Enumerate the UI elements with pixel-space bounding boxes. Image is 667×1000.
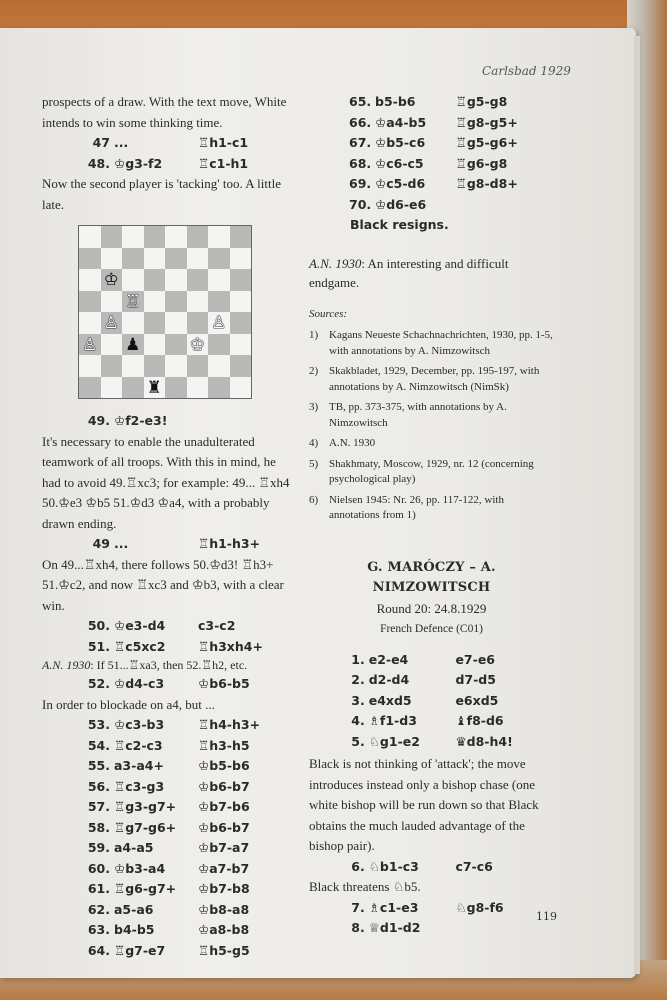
black-move: c7-c6 <box>455 858 493 874</box>
white-move: ♗f1-d3 <box>368 713 417 728</box>
move-number: 54. <box>87 737 110 753</box>
right-column <box>309 92 554 939</box>
move-number: 69. <box>349 176 372 191</box>
board-square <box>208 377 230 399</box>
board-square <box>187 377 209 399</box>
source-item <box>309 436 554 452</box>
white-move: a3-a4+ <box>114 758 164 773</box>
move-row <box>309 711 554 732</box>
board-square <box>144 269 166 291</box>
move-number: 8. <box>351 920 365 935</box>
move-row <box>42 534 292 555</box>
source-number: 3) <box>309 401 319 413</box>
move-number: 60. <box>87 860 110 876</box>
move-number: 70. <box>349 196 372 212</box>
black-move: ♔b6-b7 <box>198 778 250 794</box>
board-square <box>79 269 101 291</box>
board-square <box>230 248 252 270</box>
board-square <box>230 355 252 377</box>
black-move: ♔b6-b5 <box>198 676 250 691</box>
source-text: TB, pp. 373-375, with annotations by A. Nimzowitsch <box>329 401 507 429</box>
white-move: ♕d1-d2 <box>368 920 421 935</box>
white-move: e4xd5 <box>368 692 412 708</box>
move-number: 1. <box>351 651 365 667</box>
board-square <box>187 355 209 377</box>
board-square <box>101 269 123 291</box>
source-number: 6) <box>309 493 319 506</box>
move-list <box>42 715 292 961</box>
move-row <box>309 113 554 134</box>
white-move: ♔a4-b5 <box>375 114 427 130</box>
move-number: 4. <box>351 713 365 728</box>
annotation-note <box>42 657 292 674</box>
white-move: b4-b5 <box>114 922 155 937</box>
white-move: a5-a6 <box>114 901 154 917</box>
white-move: ♖c5xc2 <box>114 638 166 654</box>
black-rook-icon: ♜ <box>146 377 162 397</box>
sources-list <box>309 328 554 524</box>
move-row <box>309 857 554 878</box>
board-square <box>144 291 166 313</box>
black-move: ♖h3-h5 <box>198 737 250 753</box>
move-number: 6. <box>351 858 365 874</box>
move-row <box>42 838 292 859</box>
source-text: Skakbladet, 1929, December, pp. 195-197, with annotations by A. Nimzowitsch (NimSk) <box>329 365 540 393</box>
move-number: 67. <box>349 135 372 150</box>
board-square <box>79 248 101 270</box>
black-move: ♔b7-b6 <box>198 799 250 814</box>
board-square <box>122 226 144 248</box>
source-item <box>309 457 554 488</box>
board-square <box>187 269 209 291</box>
board-square <box>79 291 101 313</box>
board-square <box>165 377 187 399</box>
board-square <box>165 334 187 356</box>
intro-paragraph: prospects of a draw. With the text move, White intends to win some thinking time. <box>42 94 287 130</box>
move-row <box>42 756 292 777</box>
left-column <box>42 92 292 961</box>
move-row <box>42 411 292 432</box>
board-square <box>79 355 101 377</box>
move-number: 63. <box>87 922 110 937</box>
board-square <box>187 291 209 313</box>
white-move: ... <box>114 536 129 551</box>
board-square <box>101 377 123 399</box>
move-list <box>309 650 554 753</box>
black-move: ♖h1-c1 <box>198 135 249 150</box>
move-number: 64. <box>87 942 110 958</box>
move-number: 51. <box>87 638 110 654</box>
white-move: a4-a5 <box>114 840 154 855</box>
move-number: 3. <box>351 692 365 708</box>
move-row <box>42 133 292 154</box>
white-move: ♔f2-e3! <box>114 413 168 428</box>
white-move: ♔d4-c3 <box>114 676 165 691</box>
white-move: ♔b5-c6 <box>375 135 426 150</box>
note-paragraph: It's necessary to enable the unadulterated teamwork of all troops. With this in mind, he had to avoid 49.♖xc3; for example: 49... ♖xh4 50.♔e3 ♔b5 51.♔d3 ♔a4, with a probably drawn ending. <box>42 433 290 531</box>
source-text: Nielsen 1945: Nr. 26, pp. 117-122, with annotations from 1) <box>329 493 504 521</box>
chess-board <box>79 226 251 398</box>
white-king-icon: ♔ <box>189 334 205 354</box>
move-number: 57. <box>87 799 110 814</box>
board-square <box>208 312 230 334</box>
white-move: ♔b3-a4 <box>114 860 166 876</box>
board-square <box>101 334 123 356</box>
white-move: ♗c1-e3 <box>368 899 419 915</box>
board-square <box>79 226 101 248</box>
board-square <box>165 312 187 334</box>
black-move: c3-c2 <box>198 618 236 633</box>
black-move: e6xd5 <box>455 692 499 708</box>
black-move: ♖h5-g5 <box>198 942 250 958</box>
source-item <box>309 400 554 431</box>
black-move: ♖g8-g5+ <box>455 114 518 130</box>
move-list <box>309 92 554 215</box>
board-square <box>230 334 252 356</box>
white-move: b5-b6 <box>375 94 416 109</box>
black-king-icon: ♔ <box>103 270 119 290</box>
black-move: ♖c1-h1 <box>198 155 249 171</box>
black-move: ♘g8-f6 <box>455 899 504 915</box>
white-move: ♖c3-g3 <box>114 778 165 794</box>
black-pawn-icon: ♟ <box>125 334 141 354</box>
board-square <box>101 312 123 334</box>
move-row <box>309 154 554 175</box>
white-move: ♖g6-g7+ <box>114 881 177 896</box>
board-square <box>101 355 123 377</box>
board-square <box>208 226 230 248</box>
move-number: 5. <box>351 733 365 749</box>
move-row <box>309 133 554 154</box>
black-move: ♖h3xh4+ <box>198 638 263 654</box>
move-number: 68. <box>349 155 372 171</box>
white-move: ♔g3-f2 <box>114 155 163 171</box>
board-square <box>208 355 230 377</box>
move-row <box>42 154 292 175</box>
board-square <box>230 312 252 334</box>
board-square <box>79 312 101 334</box>
board-square <box>144 248 166 270</box>
board-square <box>144 312 166 334</box>
board-square <box>230 226 252 248</box>
white-move: ♖g7-e7 <box>114 942 166 958</box>
black-move: ♖h4-h3+ <box>198 717 261 732</box>
running-head: Carlsbad 1929 <box>482 64 571 78</box>
white-move: ♔d6-e6 <box>375 196 427 212</box>
move-row <box>42 616 292 637</box>
game-heading: G. MARÓCZY – A. NIMZOWITSCH <box>367 559 496 595</box>
page-stack-edge <box>634 36 640 974</box>
board-square <box>187 226 209 248</box>
black-move: ♝f8-d6 <box>455 713 504 728</box>
move-row <box>309 691 554 712</box>
result-text: Black resigns. <box>350 217 449 232</box>
move-number: 66. <box>349 114 372 130</box>
white-move: ♖g3-g7+ <box>114 799 177 814</box>
black-move: ♔b7-b8 <box>198 881 250 896</box>
white-move: ... <box>114 135 129 150</box>
board-square <box>165 355 187 377</box>
white-move: ♖g7-g6+ <box>114 819 177 835</box>
round-info: Round 20: 24.8.1929 <box>376 600 487 616</box>
board-square <box>187 312 209 334</box>
move-row <box>42 900 292 921</box>
opening-name: French Defence (C01) <box>380 623 483 635</box>
move-number: 62. <box>87 901 110 917</box>
source-text: Shakhmaty, Moscow, 1929, nr. 12 (concerning psychological play) <box>329 457 534 485</box>
source-text: A.N. 1930 <box>329 437 376 449</box>
black-move: ♔a8-b8 <box>198 922 250 937</box>
black-move: ♔a7-b7 <box>198 860 250 876</box>
annotation-source: A.N. 1930 <box>309 255 362 271</box>
white-pawn-icon: ♙ <box>82 334 98 354</box>
note-paragraph: Black is not thinking of 'attack'; the move introduces instead only a bishop chase (one white bishop will be run down so that Black obtains the much lauded advantage of the bishop pair). <box>309 756 539 853</box>
note-paragraph: Black threatens ♘b5. <box>309 879 421 894</box>
move-row <box>42 715 292 736</box>
black-move: ♛d8-h4! <box>455 733 513 749</box>
white-move: ♔c5-d6 <box>375 176 426 191</box>
source-text: Kagans Neueste Schachnachrichten, 1930, pp. 1-5, with annotations by A. Nimzowitsch <box>329 329 553 357</box>
move-row <box>42 818 292 839</box>
white-move: d2-d4 <box>368 672 410 687</box>
board-square <box>230 291 252 313</box>
board-square <box>144 355 166 377</box>
source-item <box>309 364 554 395</box>
white-move: e2-e4 <box>368 651 409 667</box>
move-row <box>309 918 554 939</box>
board-square <box>165 248 187 270</box>
move-row <box>42 674 292 695</box>
black-move: ♔b6-b7 <box>198 819 250 835</box>
move-row <box>309 92 554 113</box>
source-number: 1) <box>309 329 319 341</box>
black-move: e7-e6 <box>455 651 495 667</box>
board-square <box>230 377 252 399</box>
white-move: ♔e3-d4 <box>114 618 166 633</box>
move-row <box>309 195 554 216</box>
black-move: ♖g8-d8+ <box>455 176 518 191</box>
board-square <box>122 355 144 377</box>
move-row <box>42 777 292 798</box>
move-row <box>42 637 292 658</box>
move-number: 7. <box>351 899 365 915</box>
move-number: 49. <box>87 413 110 428</box>
move-number: 59. <box>87 840 110 855</box>
board-square <box>144 377 166 399</box>
board-square <box>101 248 123 270</box>
source-number: 5) <box>309 457 319 470</box>
board-square <box>144 334 166 356</box>
board-square <box>208 269 230 291</box>
board-square <box>122 248 144 270</box>
move-number: 55. <box>87 758 110 773</box>
white-move: ♘b1-c3 <box>368 858 419 874</box>
white-move: ♔c6-c5 <box>375 155 424 171</box>
move-number: 61. <box>87 881 110 896</box>
black-move: d7-d5 <box>455 672 496 687</box>
black-move <box>456 195 554 216</box>
move-number: 2. <box>351 672 365 687</box>
board-square <box>144 226 166 248</box>
move-row <box>309 174 554 195</box>
move-row <box>42 920 292 941</box>
move-row <box>42 879 292 900</box>
annotation-source: A.N. 1930 <box>42 658 91 672</box>
white-rook-icon: ♖ <box>125 291 141 311</box>
white-move: ♔c3-b3 <box>114 717 165 732</box>
page-number: 119 <box>536 910 557 923</box>
board-square <box>208 291 230 313</box>
source-number: 4) <box>309 437 319 449</box>
source-item <box>309 328 554 359</box>
move-number: 47 <box>92 135 110 150</box>
move-row <box>42 736 292 757</box>
annotation-note <box>309 254 554 292</box>
board-square <box>230 269 252 291</box>
note-paragraph: Now the second player is 'tacking' too. A little late. <box>42 176 282 212</box>
board-square <box>122 291 144 313</box>
sources-heading: Sources: <box>309 307 348 320</box>
move-number: 48. <box>87 155 110 171</box>
board-square <box>122 269 144 291</box>
move-number: 56. <box>87 778 110 794</box>
black-move: ♔b8-a8 <box>198 901 250 917</box>
move-row <box>42 859 292 880</box>
board-square <box>122 312 144 334</box>
board-square <box>208 334 230 356</box>
black-move: ♖h1-h3+ <box>198 536 261 551</box>
white-move: ♘g1-e2 <box>368 733 420 749</box>
annotation-text: : An interesting and difficult endgame. <box>309 255 509 290</box>
board-square <box>165 269 187 291</box>
board-square <box>187 334 209 356</box>
move-row <box>42 941 292 962</box>
board-square <box>208 248 230 270</box>
board-square <box>122 334 144 356</box>
source-item <box>309 493 554 524</box>
black-move: ♔b7-a7 <box>198 840 250 855</box>
black-move: ♔b5-b6 <box>198 758 250 773</box>
move-row <box>309 650 554 671</box>
black-move: ♖g5-g8 <box>455 94 508 109</box>
move-row <box>309 898 554 919</box>
annotation-text: : If 51...♖xa3, then 52.♖h2, etc. <box>90 658 248 672</box>
move-number: 52. <box>87 676 110 691</box>
board-square <box>165 226 187 248</box>
board-square <box>165 291 187 313</box>
white-pawn-icon: ♙ <box>211 313 227 333</box>
move-number: 50. <box>87 618 110 633</box>
move-number: 49 <box>92 536 110 551</box>
chess-diagram <box>78 225 252 399</box>
board-square <box>101 291 123 313</box>
move-row <box>309 732 554 753</box>
move-number: 53. <box>87 717 110 732</box>
move-list <box>309 898 554 939</box>
board-square <box>101 226 123 248</box>
black-move: ♖g5-g6+ <box>455 135 518 150</box>
move-number: 65. <box>349 94 372 109</box>
note-paragraph: In order to blockade on a4, but ... <box>42 696 215 712</box>
source-number: 2) <box>309 365 319 377</box>
move-row <box>309 670 554 691</box>
move-row <box>42 797 292 818</box>
move-number: 58. <box>87 819 110 835</box>
board-square <box>187 248 209 270</box>
white-pawn-icon: ♙ <box>103 313 119 333</box>
board-square <box>122 377 144 399</box>
board-square <box>79 334 101 356</box>
note-paragraph: On 49...♖xh4, there follows 50.♔d3! ♖h3+ 51.♔c2, and now ♖xc3 and ♔b3, with a clear win. <box>42 556 284 613</box>
white-move: ♖c2-c3 <box>114 737 163 753</box>
board-square <box>79 377 101 399</box>
black-move: ♖g6-g8 <box>455 155 508 171</box>
